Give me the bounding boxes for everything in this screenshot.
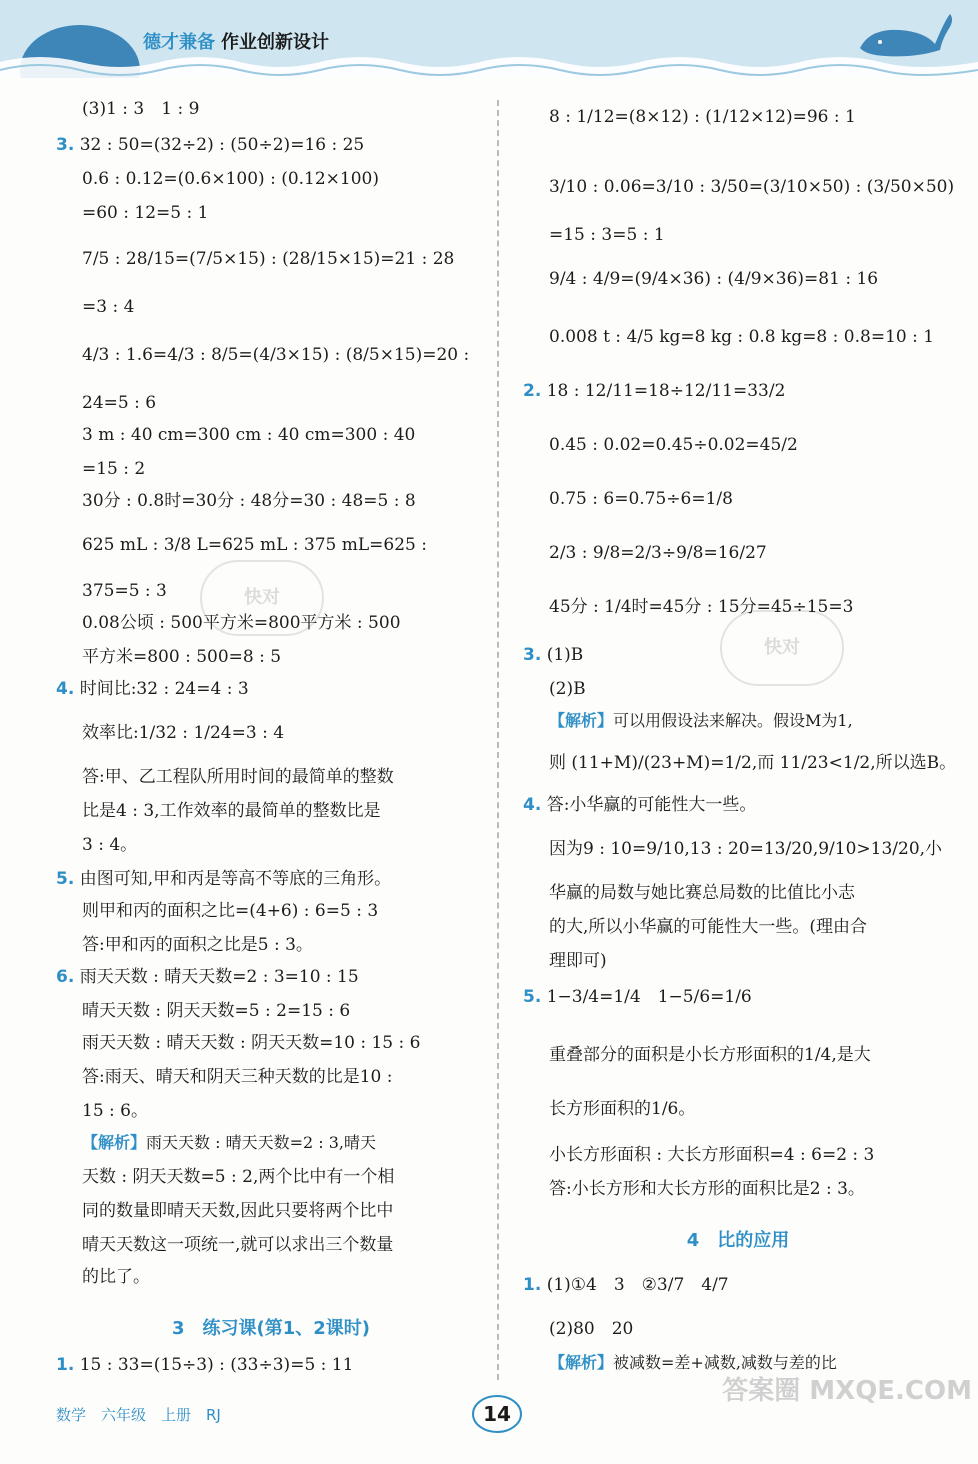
left-line	[82, 98, 199, 120]
answer-text: (1)①4 3 ②3/7 4/7	[546, 1275, 729, 1295]
left-line	[82, 248, 454, 270]
answer-text: 15 : 33=(15÷3) : (33÷3)=5 : 11	[79, 1355, 354, 1375]
answer-text: 0.6 : 0.12=(0.6×100) : (0.12×100)	[82, 169, 380, 189]
right-line	[523, 1274, 729, 1296]
answer-text: 因为9 : 10=9/10,13 : 20=13/20,9/10>13/20,小	[549, 839, 943, 859]
answer-text: 7/5 : 28/15=(7/5×15) : (28/15×15)=21 : 28	[82, 249, 455, 269]
question-number: 2.	[523, 381, 542, 401]
answer-text: 晴天天数这一项统一,就可以求出三个数量	[82, 1235, 394, 1255]
left-line	[82, 766, 394, 788]
right-line	[549, 434, 798, 456]
answer-text: 则 (11+M)/(23+M)=1/2,而 11/23<1/2,所以选B。	[549, 753, 957, 773]
question-number: 5.	[523, 987, 542, 1007]
left-line	[82, 458, 145, 480]
answer-text: 效率比:1/32 : 1/24=3 : 4	[82, 723, 285, 743]
answer-text: 晴天天数 : 阴天天数=5 : 2=15 : 6	[82, 1001, 351, 1021]
answer-text: 答:小长方形和大长方形的面积比是2 : 3。	[549, 1179, 865, 1199]
right-line	[549, 488, 733, 510]
left-line	[82, 168, 379, 190]
left-line	[56, 134, 364, 156]
header-brand	[143, 28, 329, 54]
answer-text: 同的数量即晴天天数,因此只要将两个比中	[82, 1201, 394, 1221]
left-line	[82, 1200, 393, 1222]
right-line	[549, 950, 607, 972]
right-line	[549, 916, 867, 938]
right-line	[523, 1230, 953, 1252]
left-line	[56, 1318, 486, 1340]
answer-text: 8 : 1/12=(8×12) : (1/12×12)=96 : 1	[549, 107, 856, 127]
right-line	[549, 106, 856, 128]
right-line	[549, 752, 956, 774]
answer-text: (2)80 20	[549, 1319, 634, 1339]
column-divider	[497, 100, 499, 1380]
left-line	[82, 344, 469, 366]
page-number: 14	[483, 1402, 511, 1426]
left-line	[82, 1000, 350, 1022]
header-title: 作业创新设计	[221, 32, 329, 53]
left-line	[82, 580, 167, 602]
right-line	[523, 644, 583, 666]
analysis-tag: 【解析】	[549, 711, 614, 730]
right-line	[549, 224, 665, 246]
brand-name: 德才兼备	[143, 32, 215, 53]
answer-text: 华赢的局数与她比赛总局数的比值比小志	[549, 883, 855, 903]
stamp-left: 快对	[200, 560, 324, 636]
question-number: 4.	[56, 679, 75, 699]
answer-text: 1−3/4=1/4 1−5/6=1/6	[546, 987, 752, 1007]
answer-text: 32 : 50=(32÷2) : (50÷2)=16 : 25	[79, 135, 365, 155]
answer-text: 平方米=800 : 500=8 : 5	[82, 647, 282, 667]
right-line	[549, 838, 942, 860]
answer-text: 0.008 t : 4/5 kg=8 kg : 0.8 kg=8 : 0.8=10 : 1	[549, 327, 935, 347]
left-line	[56, 868, 391, 890]
right-line	[549, 678, 586, 700]
answer-text: (2)B	[549, 679, 586, 699]
answer-text: 答:甲和丙的面积之比是5 : 3。	[82, 935, 313, 955]
answer-text: 时间比:32 : 24=4 : 3	[79, 679, 249, 699]
answer-text: 0.08公顷 : 500平方米=800平方米 : 500	[82, 613, 401, 633]
left-line	[82, 934, 313, 956]
right-line	[523, 380, 785, 402]
question-number: 6.	[56, 967, 75, 987]
answer-text: 雨天天数 : 晴天天数 : 阴天天数=10 : 15 : 6	[82, 1033, 421, 1053]
left-line	[82, 1032, 420, 1054]
answer-text: 天数 : 阴天天数=5 : 2,两个比中有一个相	[82, 1167, 395, 1187]
left-line	[82, 646, 281, 668]
answer-text: 24=5 : 6	[82, 393, 157, 413]
answer-text: 3 : 4。	[82, 835, 138, 855]
right-line	[549, 710, 853, 732]
answer-text: 的大,所以小华赢的可能性大一些。(理由合	[549, 917, 868, 937]
left-line	[82, 424, 415, 446]
left-line	[82, 900, 378, 922]
answer-text: 的比了。	[82, 1267, 150, 1287]
answer-text: 9/4 : 4/9=(9/4×36) : (4/9×36)=81 : 16	[549, 269, 879, 289]
left-line	[82, 202, 208, 224]
left-line	[82, 1166, 394, 1188]
right-line	[549, 1098, 695, 1120]
answer-text: 45分 : 1/4时=45分 : 15分=45÷15=3	[549, 597, 854, 617]
right-line	[549, 176, 954, 198]
right-line	[549, 882, 855, 904]
answer-text: 被减数=差+减数,减数与差的比	[613, 1353, 837, 1372]
answer-text: 则甲和丙的面积之比=(4+6) : 6=5 : 3	[82, 901, 379, 921]
question-number: 4.	[523, 795, 542, 815]
question-number: 3.	[523, 645, 542, 665]
answer-text: 可以用假设法来解决。假设M为1,	[613, 711, 853, 730]
answer-text: 理即可)	[549, 951, 607, 971]
answer-text: 长方形面积的1/6。	[549, 1099, 696, 1119]
left-line	[82, 722, 284, 744]
left-line	[82, 1066, 393, 1088]
answer-text: (1)B	[546, 645, 584, 665]
right-line	[549, 1044, 871, 1066]
answer-text: 3/10 : 0.06=3/10 : 3/50=(3/10×50) : (3/50×50)	[549, 177, 955, 197]
answer-text: 4/3 : 1.6=4/3 : 8/5=(4/3×15) : (8/5×15)=20 :	[82, 345, 470, 365]
left-line	[56, 966, 359, 988]
answer-text: 答:小华赢的可能性大一些。	[546, 795, 757, 815]
answer-text: =15 : 2	[82, 459, 146, 479]
footer-subject: 数学 六年级 上册 RJ	[56, 1406, 221, 1424]
left-line	[82, 1100, 148, 1122]
left-line	[56, 678, 249, 700]
answer-text: 雨天天数 : 晴天天数=2 : 3,晴天	[146, 1133, 376, 1152]
answer-text: 30分 : 0.8时=30分 : 48分=30 : 48=5 : 8	[82, 491, 416, 511]
answer-text: 比是4 : 3,工作效率的最简单的整数比是	[82, 801, 381, 821]
right-line	[549, 542, 767, 564]
left-line	[82, 612, 401, 634]
right-line	[549, 596, 853, 618]
section-heading: 4 比的应用	[686, 1230, 790, 1251]
left-line	[56, 1354, 353, 1376]
answer-text: 由图可知,甲和丙是等高不等底的三角形。	[79, 869, 392, 889]
answer-text: 3 m : 40 cm=300 cm : 40 cm=300 : 40	[82, 425, 416, 445]
question-number: 3.	[56, 135, 75, 155]
answer-text: 0.75 : 6=0.75÷6=1/8	[549, 489, 733, 509]
section-heading: 3 练习课(第1、2课时)	[171, 1318, 371, 1339]
right-line	[549, 326, 934, 348]
left-line	[82, 834, 137, 856]
right-line	[523, 986, 752, 1008]
answer-text: (3)1 : 3 1 : 9	[82, 99, 200, 119]
answer-text: =15 : 3=5 : 1	[549, 225, 665, 245]
answer-text: 重叠部分的面积是小长方形面积的1/4,是大	[549, 1045, 871, 1065]
answer-text: 小长方形面积 : 大长方形面积=4 : 6=2 : 3	[549, 1145, 875, 1165]
left-line	[82, 1132, 376, 1154]
left-line	[82, 296, 134, 318]
answer-text: 2/3 : 9/8=2/3÷9/8=16/27	[549, 543, 767, 563]
analysis-tag: 【解析】	[82, 1133, 147, 1152]
analysis-tag: 【解析】	[549, 1353, 614, 1372]
page-header	[0, 0, 978, 78]
answer-text: 375=5 : 3	[82, 581, 167, 601]
answer-text: 0.45 : 0.02=0.45÷0.02=45/2	[549, 435, 798, 455]
left-line	[82, 800, 381, 822]
answer-text: =60 : 12=5 : 1	[82, 203, 209, 223]
answer-text: 雨天天数 : 晴天天数=2 : 3=10 : 15	[79, 967, 359, 987]
stamp-right: 快对	[720, 610, 844, 686]
answer-text: =3 : 4	[82, 297, 135, 317]
answer-text: 625 mL : 3/8 L=625 mL : 375 mL=625 :	[82, 535, 427, 555]
left-line	[82, 392, 156, 414]
watermark: 答案圈 MXQE.COM	[722, 1376, 972, 1406]
answer-text: 答:雨天、晴天和阴天三种天数的比是10 :	[82, 1067, 393, 1087]
left-line	[82, 1266, 150, 1288]
page-number-badge	[470, 1394, 524, 1434]
right-line	[523, 794, 756, 816]
right-line	[549, 1178, 865, 1200]
question-number: 5.	[56, 869, 75, 889]
answer-text: 答:甲、乙工程队所用时间的最简单的整数	[82, 767, 394, 787]
left-line	[82, 1234, 393, 1256]
right-line	[549, 1318, 633, 1340]
answer-text: 15 : 6。	[82, 1101, 148, 1121]
left-line	[82, 490, 416, 512]
left-line	[82, 534, 427, 556]
answer-text: 18 : 12/11=18÷12/11=33/2	[546, 381, 786, 401]
right-line	[549, 1144, 874, 1166]
question-number: 1.	[523, 1275, 542, 1295]
right-line	[549, 268, 878, 290]
whale-icon	[860, 14, 952, 56]
question-number: 1.	[56, 1355, 75, 1375]
